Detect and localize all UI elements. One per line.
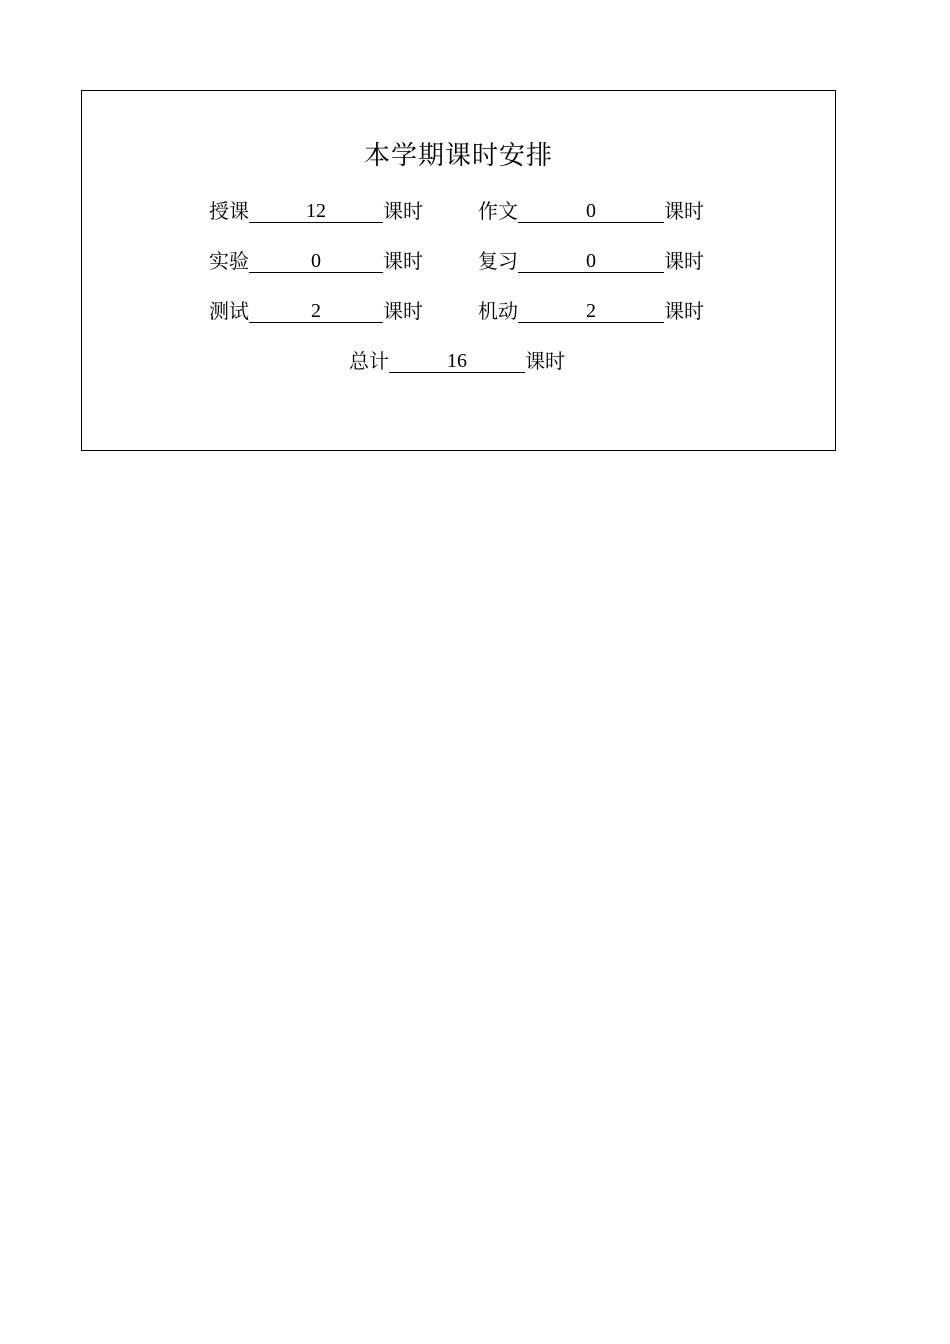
essay-entry	[478, 199, 704, 223]
total-label: 总计	[349, 349, 389, 373]
schedule-box	[81, 90, 836, 451]
test-unit: 课时	[383, 299, 423, 323]
test-label: 测试	[209, 299, 249, 323]
essay-hours-field[interactable]: 0	[518, 200, 664, 223]
review-unit: 课时	[664, 249, 704, 273]
total-hours-field[interactable]: 16	[389, 350, 525, 373]
test-entry	[209, 299, 423, 323]
flexible-unit: 课时	[664, 299, 704, 323]
lecture-hours-field[interactable]: 12	[249, 200, 383, 223]
essay-unit: 课时	[664, 199, 704, 223]
flexible-entry	[478, 299, 704, 323]
lecture-unit: 课时	[383, 199, 423, 223]
experiment-label: 实验	[209, 249, 249, 273]
experiment-hours-field[interactable]: 0	[249, 250, 383, 273]
test-hours-field[interactable]: 2	[249, 300, 383, 323]
total-unit: 课时	[525, 349, 565, 373]
experiment-entry	[209, 249, 423, 273]
total-entry	[349, 349, 565, 373]
essay-label: 作文	[478, 199, 518, 223]
lecture-label: 授课	[209, 199, 249, 223]
experiment-unit: 课时	[383, 249, 423, 273]
review-entry	[478, 249, 704, 273]
flexible-hours-field[interactable]: 2	[518, 300, 664, 323]
review-hours-field[interactable]: 0	[518, 250, 664, 273]
flexible-label: 机动	[478, 299, 518, 323]
lecture-entry	[209, 199, 423, 223]
page-title: 本学期课时安排	[363, 141, 553, 171]
review-label: 复习	[478, 249, 518, 273]
